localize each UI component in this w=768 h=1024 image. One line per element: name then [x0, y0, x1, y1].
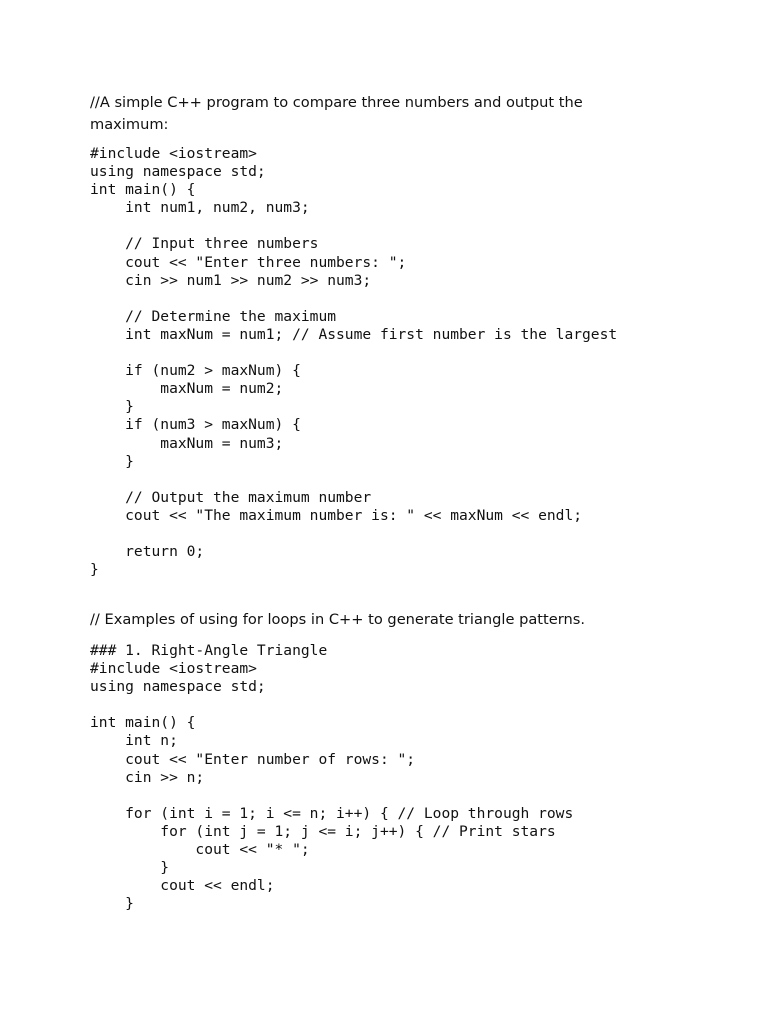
max-number-code-block: #include <iostream> using namespace std; int main() { int num1, num2, num3; // Input three numbers cout << "Enter three numbers: "; cin >> num1 >> num2 >> num3; // Determine the maximum int maxNum = num1; // Assume first number is the largest if (num2 > maxNum) { maxNum = num2; } if (num3 > maxNum) { maxNum = num3; } // Output the maximum number cout << "The maximum number is: " << maxNum << endl; return 0; } [90, 145, 618, 579]
triangle-patterns-comment: // Examples of using for loops in C++ to generate triangle patterns. [90, 611, 585, 628]
right-angle-triangle-code-block: ### 1. Right-Angle Triangle #include <iostream> using namespace std; int main() { int n; cout << "Enter number of rows: "; cin >> n; for (int i = 1; i <= n; i++) { // Loop through rows for (int j = 1; j <= i; j++) { // Print stars cout << "* "; } cout << endl; } [90, 642, 574, 913]
program-intro-comment: //A simple C++ program to compare three numbers and output the maximum: [90, 94, 583, 133]
